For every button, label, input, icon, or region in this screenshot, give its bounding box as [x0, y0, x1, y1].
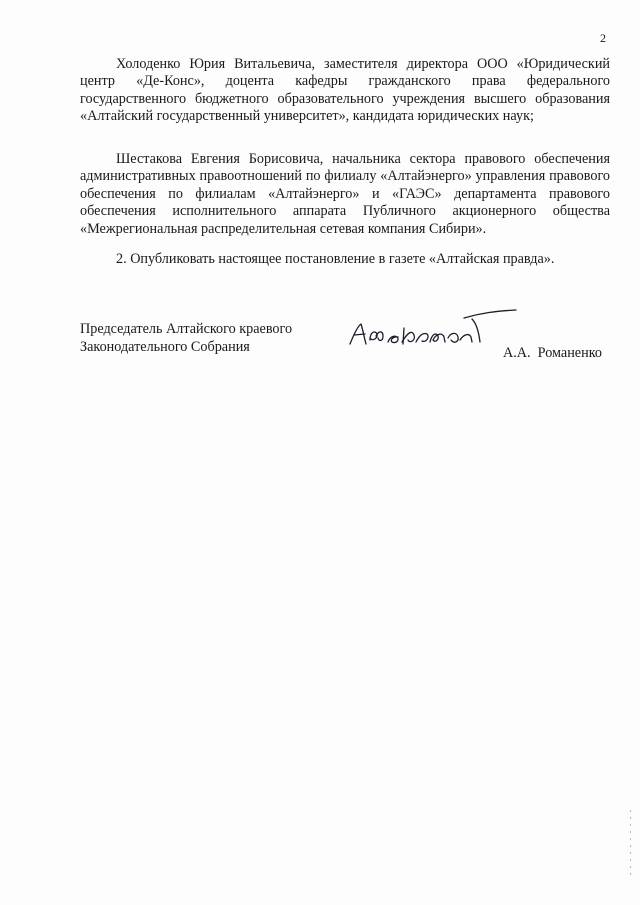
page-number: 2: [600, 31, 606, 45]
signatory-position-line1: Председатель Алтайского краевого: [80, 321, 293, 337]
handwritten-signature: [346, 304, 521, 354]
scan-edge-marks: [629, 810, 632, 880]
signatory-position: [80, 320, 340, 356]
paragraph-publish: 2. Опубликовать настоящее постановление в газете «Алтайская правда».: [116, 251, 555, 267]
paragraph-kholodenko: Холоденко Юрия Витальевича, заместителя директора ООО «Юридический центр «Де-Конс», доцента кафедры гражданского права федерального государственного бюджетного образовательного учреждения высшего образования «Алтайский государственный университет», кандидата юридических наук;: [80, 56, 610, 125]
signatory-name: А.А. Романенко: [503, 345, 602, 361]
paragraph-shestakov: Шестакова Евгения Борисовича, начальника сектора правового обеспечения административных правоотношений по филиалу «Алтайэнерго» управления правового обеспечения по филиалам «Алтайэнерго» и «ГАЭС» департамента правового обеспечения исполнительного аппарата Публичного акционерного общества «Межрегиональная распределительная сетевая компания Сибири».: [80, 151, 610, 237]
signatory-position-line2: Законодательного Собрания: [80, 339, 250, 355]
